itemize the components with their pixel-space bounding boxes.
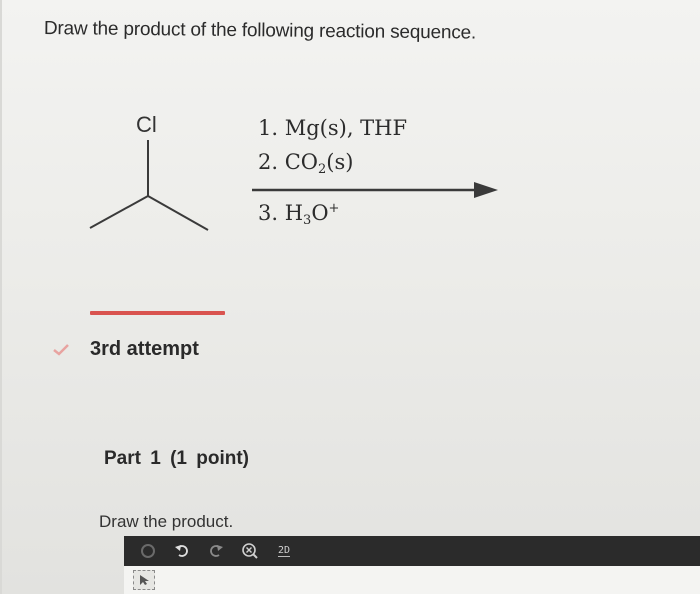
status-bar-red <box>90 311 225 315</box>
undo-icon <box>174 543 190 559</box>
drawing-canvas[interactable] <box>124 566 700 594</box>
step3-oxygen: O <box>311 201 329 225</box>
instruction-text: Draw the product. <box>99 512 234 531</box>
zoom-reset-icon <box>241 542 259 560</box>
question-text: Draw the product of the following reaction sequence. <box>43 18 477 44</box>
step2-subscript: 2 <box>318 162 327 177</box>
redo-icon <box>208 543 224 559</box>
part-title: Part 1 (1 point) <box>104 448 250 469</box>
attempt-label: 3rd attempt <box>90 338 199 360</box>
zoom-reset-button[interactable] <box>238 540 262 562</box>
chlorine-label: Cl <box>136 112 157 137</box>
reagent-step-2 <box>258 152 353 176</box>
redo-button[interactable] <box>204 540 228 562</box>
reagent-step-3 <box>258 202 339 227</box>
left-border <box>0 0 2 594</box>
record-button[interactable] <box>136 540 160 562</box>
attempt-row[interactable] <box>52 338 199 361</box>
mode-2d-toggle[interactable]: 2D <box>278 545 291 556</box>
step3-charge: + <box>328 201 340 216</box>
reagent-step-1: 1. Mg(s), THF <box>258 116 408 140</box>
select-tool-button[interactable] <box>133 570 155 590</box>
step2-text: 2. CO <box>258 150 318 174</box>
step3-text: 3. H <box>258 201 304 225</box>
pointer-icon <box>138 574 150 586</box>
drawing-toolbar <box>124 536 700 566</box>
reaction-arrow <box>252 178 502 202</box>
checkmark-icon <box>52 343 70 357</box>
reactant-structure <box>80 108 230 248</box>
step2-state: (s) <box>326 150 354 174</box>
undo-button[interactable] <box>170 540 194 562</box>
record-icon <box>140 543 156 559</box>
step3-subscript: 3 <box>303 213 312 228</box>
